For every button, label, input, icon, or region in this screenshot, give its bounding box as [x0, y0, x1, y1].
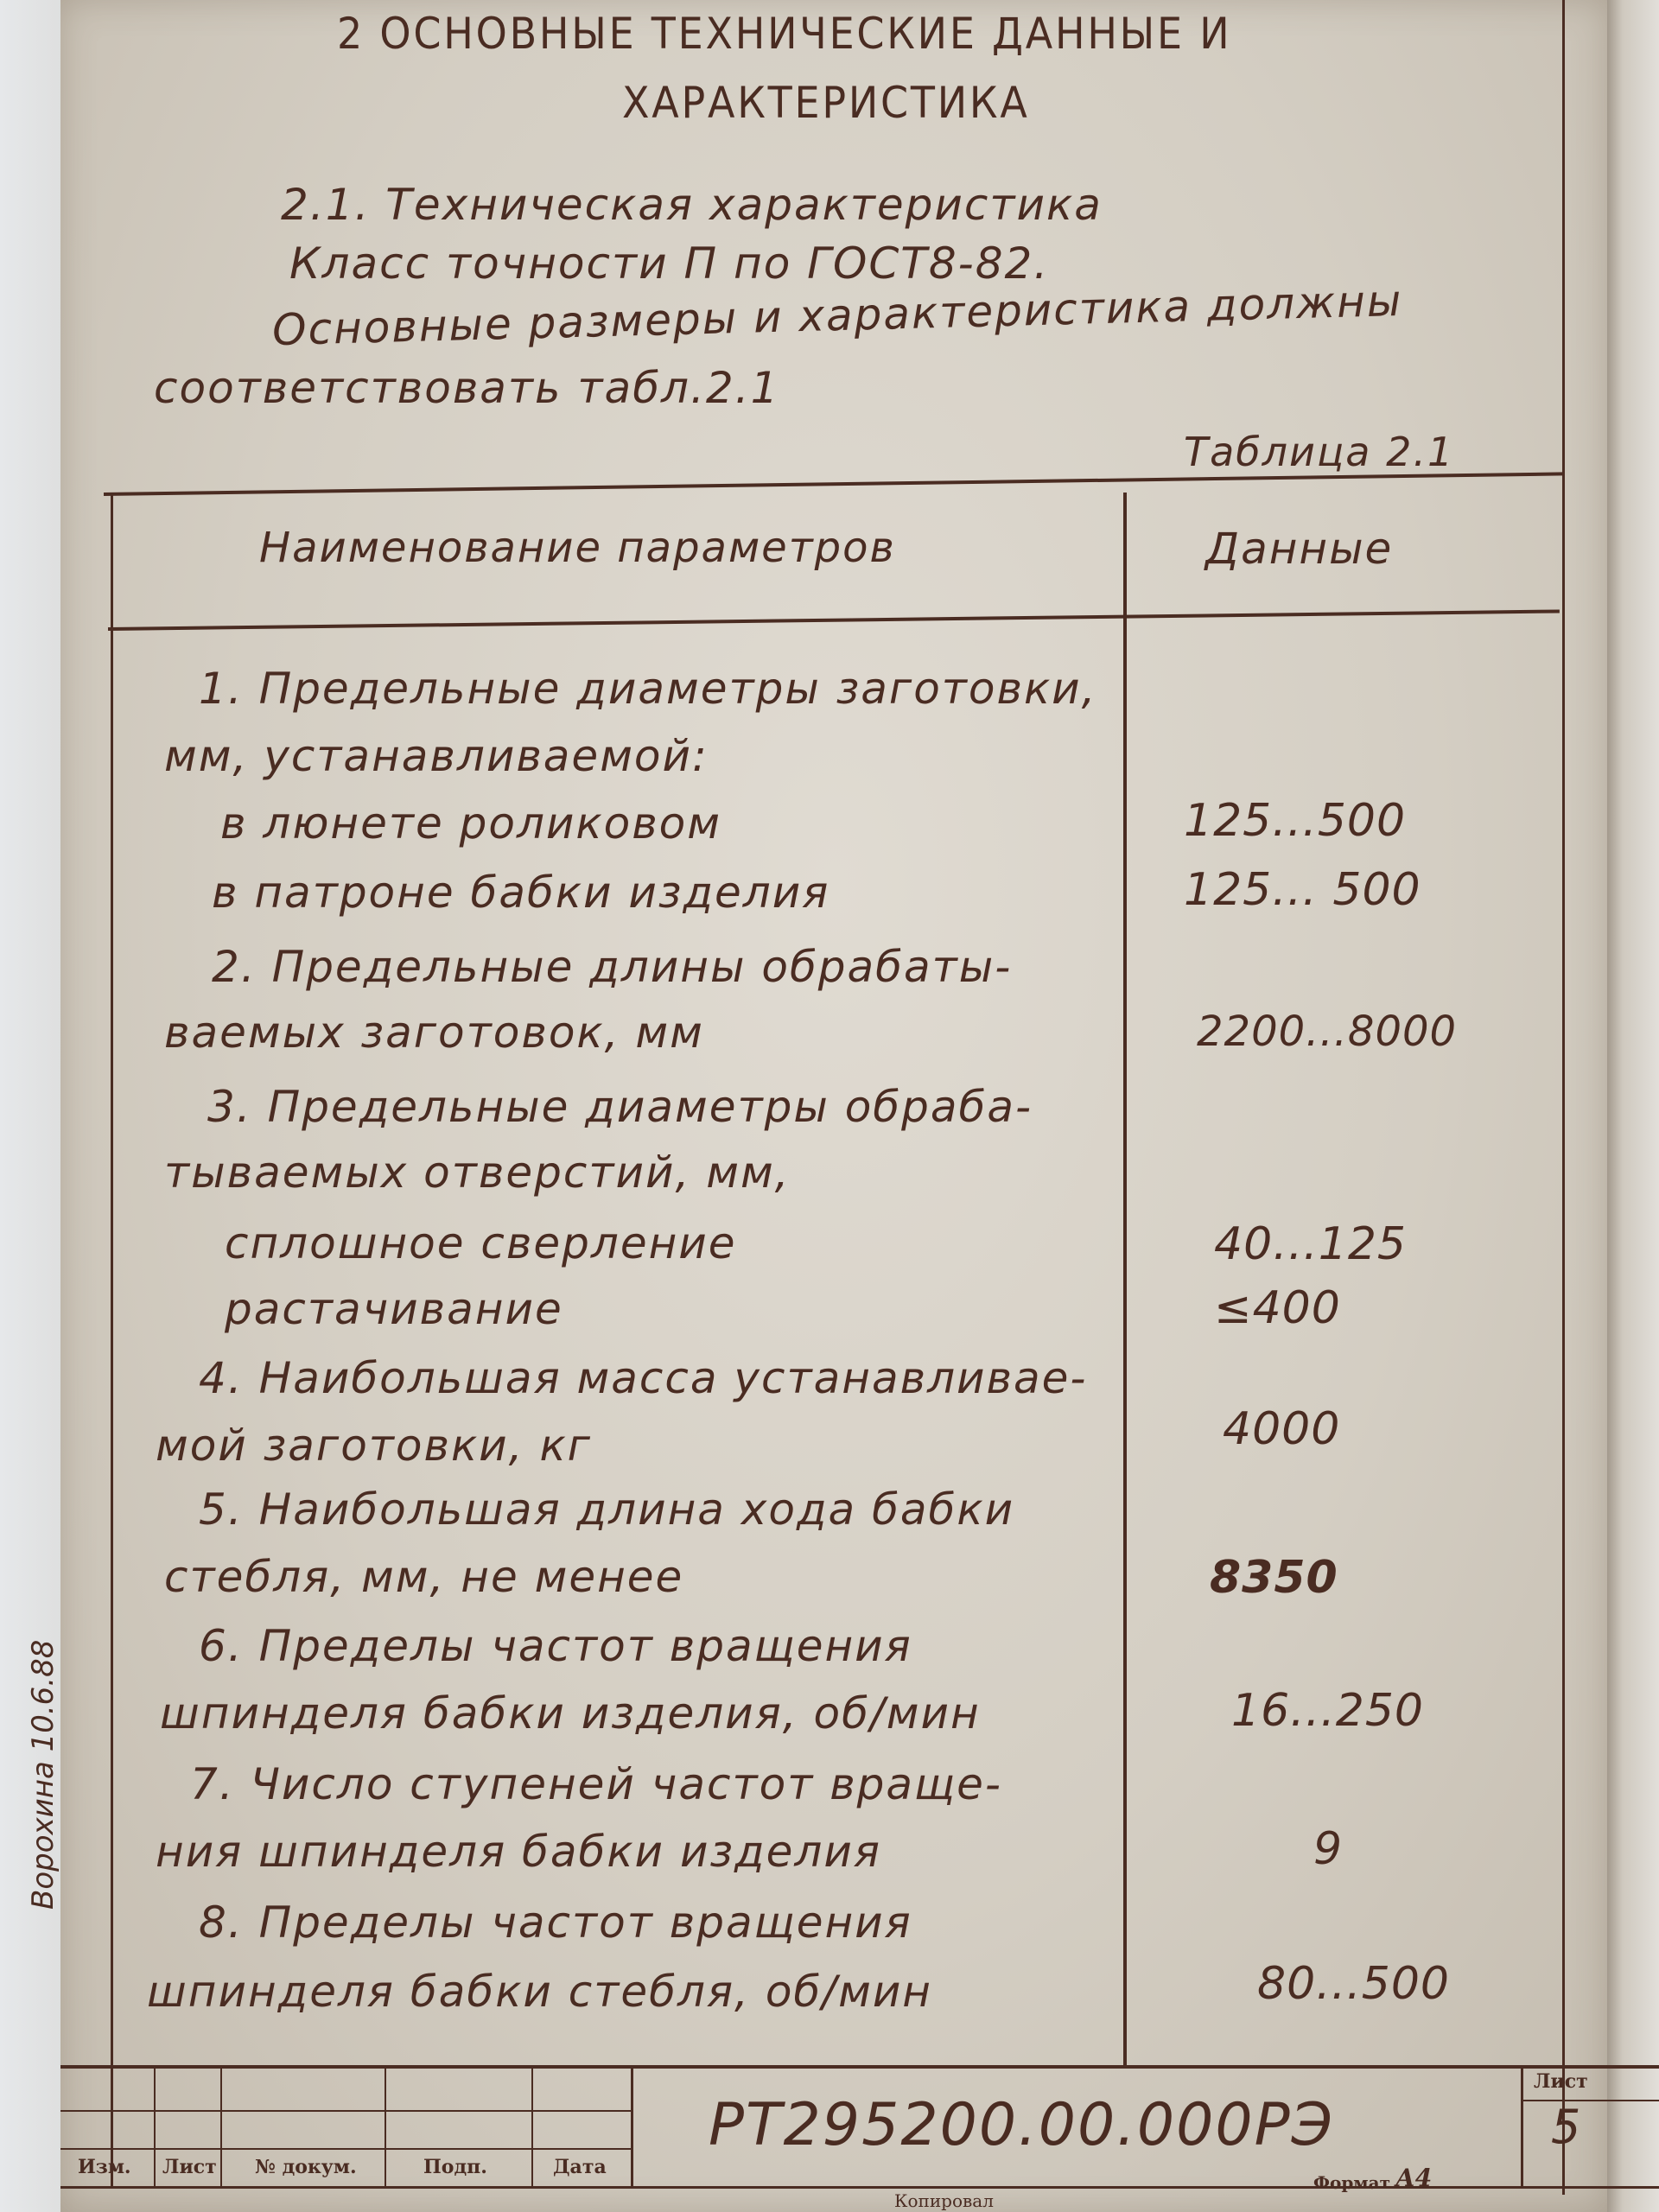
table-caption: Таблица 2.1 [1184, 429, 1455, 475]
table-row-name: шпинделя бабки стебля, об/мин [147, 1967, 933, 2017]
table-row-name: 1. Предельные диаметры заготовки, [199, 664, 1097, 714]
title-block-row-line [60, 2148, 631, 2150]
table-row-value: ≤400 [1214, 1282, 1341, 1334]
format-value: А4 [1395, 2164, 1433, 2192]
table-left-border [111, 493, 113, 2186]
table-row-name: 2. Предельные длины обрабаты- [212, 942, 1013, 992]
table-row-name: 7. Число ступеней частот враще- [190, 1759, 1002, 1809]
header-bottom-border [108, 609, 1560, 631]
table-row-value: 16...250 [1231, 1685, 1425, 1737]
copy-label: Копировал [894, 2190, 994, 2211]
table-row-name: шпинделя бабки изделия, об/мин [160, 1688, 981, 1738]
title-block-col-line [631, 2065, 633, 2186]
table-row-value: 8350 [1210, 1552, 1338, 1604]
table-row-name: стебля, мм, не менее [164, 1552, 684, 1602]
table-row-value: 4000 [1223, 1403, 1341, 1455]
table-row-name: тываемых отверстий, мм, [164, 1147, 791, 1198]
sheet-number: 5 [1551, 2100, 1581, 2154]
title-block-col-line [531, 2065, 533, 2186]
table-row-name: 4. Наибольшая масса устанавливае- [199, 1353, 1088, 1403]
table-row-name: мой заготовки, кг [156, 1421, 592, 1471]
col-name-header: Наименование параметров [259, 524, 896, 572]
intro-line-3: Основные размеры и характеристика должны [271, 275, 1404, 356]
format-label: Формат [1313, 2172, 1391, 2193]
table-row-name: в патроне бабки изделия [212, 868, 830, 918]
intro-line-2: Класс точности П по ГОСТ8-82. [289, 238, 1050, 289]
side-signature-note: Ворохина 10.6.88 [26, 1639, 60, 1910]
izm-label: Изм. [78, 2156, 131, 2178]
background-right [1599, 0, 1659, 2212]
table-row-name: 5. Наибольшая длина хода бабки [199, 1484, 1015, 1535]
table-row-name: ваемых заготовок, мм [164, 1007, 704, 1058]
table-row-name: растачивание [225, 1284, 563, 1334]
table-row-value: 2200...8000 [1197, 1007, 1458, 1056]
title-block-col-line [1521, 2065, 1523, 2186]
podp-label: Подп. [423, 2156, 487, 2178]
document-sheet [60, 0, 1607, 2212]
data-label: Дата [553, 2156, 607, 2178]
title-block-col-line [154, 2065, 156, 2186]
intro-line-4: соответствовать табл.2.1 [154, 363, 780, 413]
sheet-right-border [1562, 0, 1565, 2195]
title-block-col-line [220, 2065, 222, 2186]
sheet-label: Лист [1534, 2070, 1588, 2093]
doc-no-label: № докум. [255, 2156, 357, 2178]
table-row-name: 6. Пределы частот вращения [199, 1621, 912, 1671]
table-row-value: 80...500 [1257, 1958, 1451, 2010]
table-row-name: мм, устанавливаемой: [164, 731, 709, 781]
table-row-name: 3. Предельные диаметры обраба- [207, 1082, 1033, 1132]
title-block-row-line [1521, 2100, 1659, 2101]
title-block-top-border [60, 2065, 1659, 2069]
document-code: РТ295200.00.000РЭ [709, 2091, 1335, 2159]
column-divider [1123, 493, 1127, 2065]
table-row-name: 8. Пределы частот вращения [199, 1897, 912, 1948]
table-row-value: 125... 500 [1184, 864, 1421, 916]
table-top-border [104, 472, 1564, 496]
list-label: Лист [162, 2156, 217, 2178]
heading-line-2: ХАРАКТЕРИСТИКА [622, 78, 1030, 128]
heading-line-1: 2 ОСНОВНЫЕ ТЕХНИЧЕСКИЕ ДАННЫЕ И [337, 9, 1232, 59]
title-block-col-line [385, 2065, 386, 2186]
table-row-value: 9 [1313, 1823, 1344, 1875]
table-row-name: сплошное сверление [225, 1218, 737, 1268]
table-row-value: 40...125 [1214, 1218, 1408, 1270]
intro-line-1: 2.1. Техническая характеристика [281, 180, 1103, 230]
table-row-name: ния шпинделя бабки изделия [156, 1827, 881, 1877]
table-row-name: в люнете роликовом [220, 798, 721, 849]
col-data-header: Данные [1205, 524, 1394, 574]
title-block-row-line [60, 2110, 631, 2112]
table-row-value: 125...500 [1184, 795, 1407, 847]
